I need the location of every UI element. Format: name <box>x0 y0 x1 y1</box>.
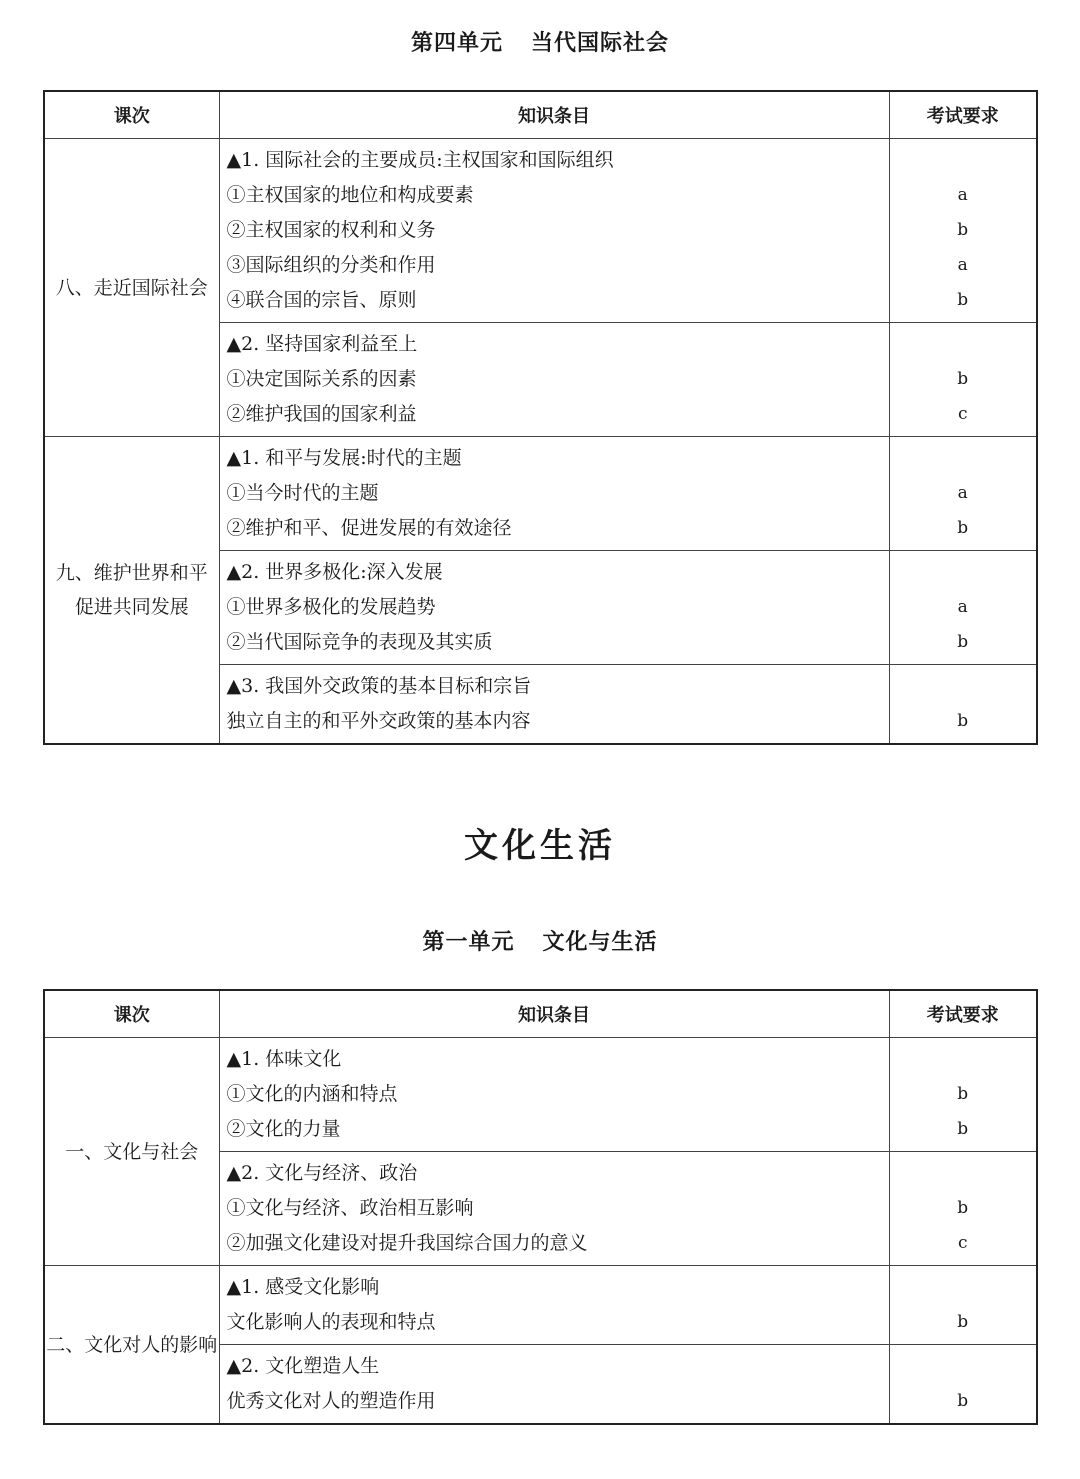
lesson-cell <box>44 437 219 745</box>
unit4-table <box>43 90 1038 745</box>
header-items: 知识条目 <box>219 990 889 1038</box>
item-line: ②维护我国的国家利益 <box>226 403 417 425</box>
requirement-value <box>890 669 1037 704</box>
requirement-value: b <box>957 369 969 389</box>
requirement-value: b <box>957 711 969 731</box>
unit4-title-number: 第四单元 <box>410 31 503 56</box>
item-heading: ▲1. 国际社会的主要成员:主权国家和国际组织 <box>226 149 614 171</box>
item-line: ①决定国际关系的因素 <box>226 368 417 390</box>
item-line: ①当今时代的主题 <box>226 482 379 504</box>
items-cell <box>219 1266 889 1345</box>
item-line: ①文化与经济、政治相互影响 <box>226 1197 474 1219</box>
table-row <box>44 139 1037 323</box>
items-cell <box>219 323 889 437</box>
item-heading: ▲1. 感受文化影响 <box>226 1276 380 1298</box>
unit1-table <box>43 989 1038 1425</box>
item-line: 文化影响人的表现和特点 <box>226 1311 436 1333</box>
requirement-value: c <box>957 1233 968 1253</box>
requirement-value: a <box>957 255 968 275</box>
items-cell <box>219 1345 889 1425</box>
item-line: ③国际组织的分类和作用 <box>226 254 436 276</box>
lesson-name: 一、文化与社会 <box>65 1140 199 1163</box>
requirement-cell <box>889 323 1037 437</box>
item-line: ②主权国家的权利和义务 <box>226 219 436 241</box>
requirement-cell <box>889 1038 1037 1152</box>
requirement-value: b <box>957 1391 969 1411</box>
unit4-title <box>0 26 1080 57</box>
item-line: ④联合国的宗旨、原则 <box>226 289 417 311</box>
requirement-cell <box>889 437 1037 551</box>
requirement-value: c <box>957 404 968 424</box>
requirement-cell <box>889 139 1037 323</box>
unit4-title-name: 当代国际社会 <box>531 31 670 56</box>
requirement-value <box>890 327 1037 362</box>
table-header-row <box>44 990 1037 1038</box>
items-cell <box>219 551 889 665</box>
unit1-title-name: 文化与生活 <box>542 930 658 955</box>
header-items: 知识条目 <box>219 91 889 139</box>
header-lesson: 课次 <box>44 990 219 1038</box>
item-heading: ▲2. 文化与经济、政治 <box>226 1162 418 1184</box>
requirement-value: a <box>957 597 968 617</box>
requirement-cell <box>889 665 1037 745</box>
item-line: ①文化的内涵和特点 <box>226 1083 398 1105</box>
header-lesson: 课次 <box>44 91 219 139</box>
requirement-value <box>890 1270 1037 1305</box>
unit1-title-number: 第一单元 <box>422 930 515 955</box>
lesson-name-line1: 九、维护世界和平 <box>55 562 208 584</box>
lesson-cell <box>44 1038 219 1266</box>
requirement-value <box>890 555 1037 590</box>
items-cell <box>219 1152 889 1266</box>
requirement-value <box>890 1349 1037 1384</box>
requirement-value: b <box>957 220 969 240</box>
lesson-name-line2: 促进共同发展 <box>74 596 189 618</box>
requirement-value: b <box>957 632 969 652</box>
requirement-cell <box>889 1345 1037 1425</box>
item-heading: ▲1. 和平与发展:时代的主题 <box>226 447 462 469</box>
item-line: ②维护和平、促进发展的有效途径 <box>226 517 512 539</box>
table-row <box>44 437 1037 551</box>
requirement-value <box>890 1042 1037 1077</box>
requirement-value: b <box>957 1119 969 1139</box>
item-heading: ▲3. 我国外交政策的基本目标和宗旨 <box>226 675 532 697</box>
item-heading: ▲2. 世界多极化:深入发展 <box>226 561 443 583</box>
requirement-value <box>890 441 1037 476</box>
table-row <box>44 1266 1037 1345</box>
requirement-cell <box>889 1152 1037 1266</box>
item-line: ②当代国际竞争的表现及其实质 <box>226 631 493 653</box>
requirement-value: a <box>957 483 968 503</box>
header-requirement: 考试要求 <box>889 990 1037 1038</box>
lesson-cell <box>44 1266 219 1425</box>
section-title: 文化生活 <box>464 826 616 866</box>
requirement-value <box>890 1156 1037 1191</box>
table-row <box>44 1038 1037 1152</box>
item-line: ②文化的力量 <box>226 1118 341 1140</box>
unit1-title <box>0 925 1080 956</box>
items-cell <box>219 665 889 745</box>
item-line: ①主权国家的地位和构成要素 <box>226 184 474 206</box>
requirement-value: a <box>957 185 968 205</box>
item-heading: ▲2. 文化塑造人生 <box>226 1355 380 1377</box>
items-cell <box>219 139 889 323</box>
requirement-value: b <box>957 1198 969 1218</box>
requirement-value: b <box>957 1084 969 1104</box>
item-heading: ▲2. 坚持国家利益至上 <box>226 333 418 355</box>
requirement-value: b <box>957 1312 969 1332</box>
item-line: ②加强文化建设对提升我国综合国力的意义 <box>226 1232 588 1254</box>
items-cell <box>219 437 889 551</box>
lesson-name: 八、走近国际社会 <box>55 276 208 299</box>
requirement-value <box>890 143 1037 178</box>
lesson-cell <box>44 139 219 437</box>
header-requirement: 考试要求 <box>889 91 1037 139</box>
table-header-row <box>44 91 1037 139</box>
requirement-value: b <box>957 290 969 310</box>
item-heading: ▲1. 体味文化 <box>226 1048 342 1070</box>
requirement-cell <box>889 1266 1037 1345</box>
requirement-cell <box>889 551 1037 665</box>
items-cell <box>219 1038 889 1152</box>
item-line: 独立自主的和平外交政策的基本内容 <box>226 710 531 732</box>
lesson-name: 二、文化对人的影响 <box>46 1333 218 1356</box>
requirement-value: b <box>957 518 969 538</box>
item-line: 优秀文化对人的塑造作用 <box>226 1390 436 1412</box>
item-line: ①世界多极化的发展趋势 <box>226 596 436 618</box>
